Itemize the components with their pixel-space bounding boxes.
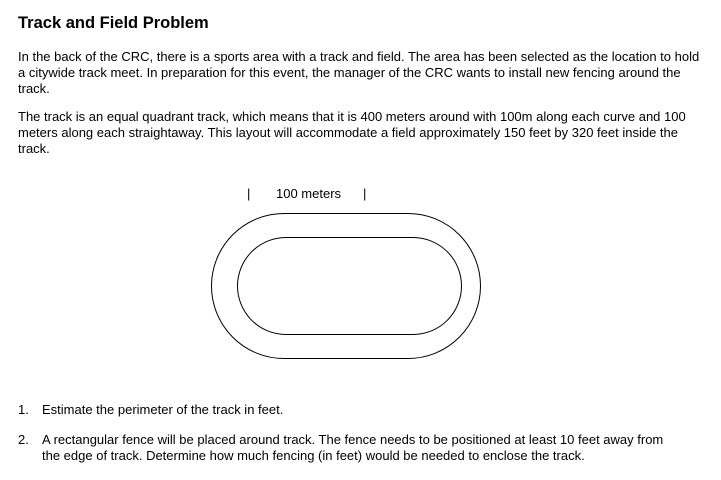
track-outer-edge [212,214,481,359]
question-text: Estimate the perimeter of the track in feet. [42,402,284,417]
question-number: 2. [18,432,29,447]
dimension-tick-right: | [363,186,367,201]
page-title: Track and Field Problem [18,14,209,32]
dimension-tick-left: | [247,186,251,201]
dimension-label: 100 meters [276,186,342,201]
track-description-paragraph: The track is an equal quadrant track, which means that it is 400 meters around with 100m along each curve and 100 meters along each straightaway. This layout will accommodate a field approximately 150 feet by 320 feet inside the track. [18,109,686,156]
question-number: 1. [18,402,29,417]
track-inner-edge [238,238,462,335]
question-text: A rectangular fence will be placed around track. The fence needs to be positioned at least 10 feet away from the edge of track. Determine how much fencing (in feet) would be needed to enclose the track. [42,432,664,463]
intro-paragraph: In the back of the CRC, there is a sports area with a track and field. The area has been selected as the location to hold a citywide track meet. In preparation for this event, the manager of the CRC wants to install new fencing around the track. [18,49,700,96]
